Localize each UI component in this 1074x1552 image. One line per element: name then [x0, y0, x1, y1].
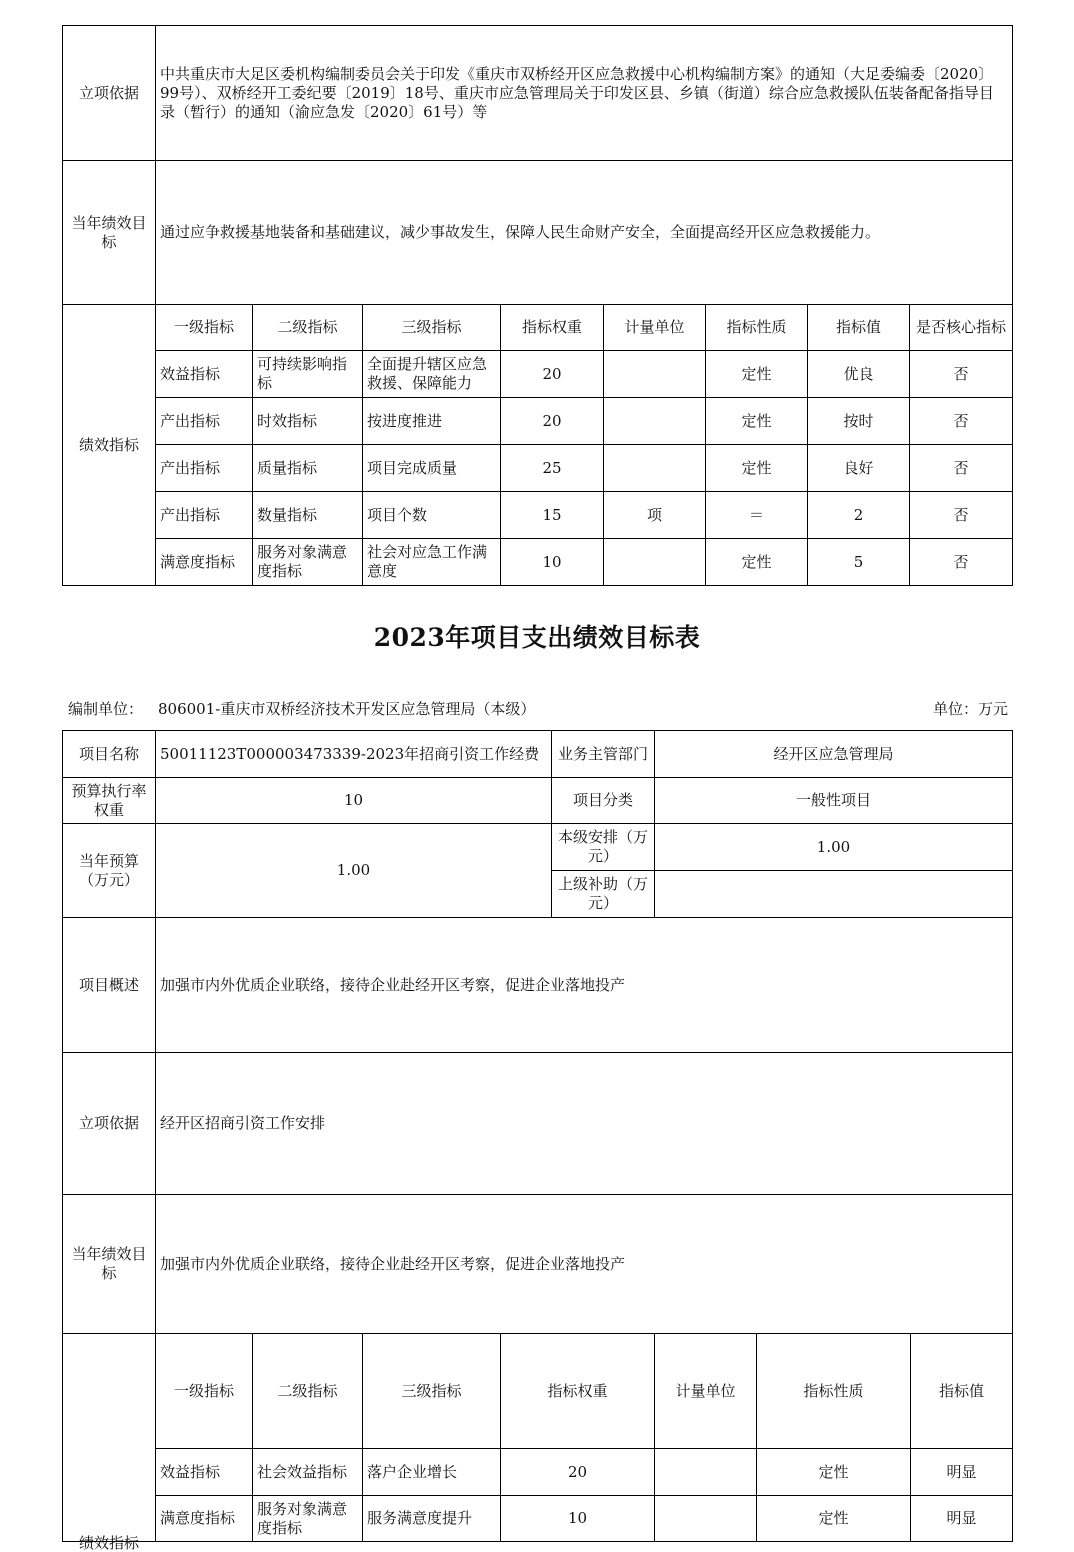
cell-unit — [655, 1449, 757, 1496]
header-level3: 三级指标 — [363, 1334, 501, 1449]
cell-value: 明显 — [911, 1496, 1013, 1542]
cell-unit: 项 — [604, 492, 706, 539]
cell-unit — [604, 398, 706, 445]
cell-unit — [655, 1496, 757, 1542]
cell-value: 按时 — [808, 398, 910, 445]
compiler-label: 编制单位： — [68, 700, 144, 718]
header-level1: 一级指标 — [156, 1334, 253, 1449]
indicators-label-text: 绩效指标 — [78, 1534, 139, 1552]
header-level2: 二级指标 — [253, 1334, 363, 1449]
header-value: 指标值 — [911, 1334, 1013, 1449]
cell-weight: 10 — [501, 539, 604, 586]
table-row — [63, 351, 1013, 398]
indicators-label: 绩效指标 — [63, 305, 156, 586]
cell-nature: 定性 — [757, 1449, 911, 1496]
local-label: 本级安排（万元） — [552, 824, 655, 871]
header-unit: 计量单位 — [604, 305, 706, 351]
rate-value: 10 — [156, 778, 552, 824]
local-value: 1.00 — [655, 824, 1013, 871]
indicators-label — [63, 1334, 156, 1552]
goal-label: 当年绩效目标 — [63, 161, 156, 305]
cell-weight: 20 — [501, 1449, 655, 1496]
header-level3: 三级指标 — [363, 305, 501, 351]
cell-l3: 项目个数 — [363, 492, 501, 539]
cell-unit — [604, 351, 706, 398]
project-name-label: 项目名称 — [63, 731, 156, 778]
cell-l3: 按进度推进 — [363, 398, 501, 445]
cell-l1: 效益指标 — [156, 351, 253, 398]
cell-l1: 满意度指标 — [156, 1496, 253, 1542]
cell-nature: 定性 — [706, 539, 808, 586]
table-row — [63, 492, 1013, 539]
cell-l1: 产出指标 — [156, 398, 253, 445]
cell-l1: 产出指标 — [156, 445, 253, 492]
cell-value: 5 — [808, 539, 910, 586]
cell-nature: 定性 — [706, 398, 808, 445]
cell-weight: 10 — [501, 1496, 655, 1542]
header-weight: 指标权重 — [501, 1334, 655, 1449]
cell-weight: 15 — [501, 492, 604, 539]
cell-value: 优良 — [808, 351, 910, 398]
cell-unit — [604, 445, 706, 492]
class-value: 一般性项目 — [655, 778, 1013, 824]
cell-l3: 社会对应急工作满意度 — [363, 539, 501, 586]
header-nature: 指标性质 — [706, 305, 808, 351]
cell-l3: 服务满意度提升 — [363, 1496, 501, 1542]
header-unit: 计量单位 — [655, 1334, 757, 1449]
cell-l3: 全面提升辖区应急救援、保障能力 — [363, 351, 501, 398]
unit-label: 单位：万元 — [932, 700, 1008, 718]
table-row — [63, 539, 1013, 586]
cell-core: 否 — [910, 492, 1013, 539]
header-level2: 二级指标 — [253, 305, 363, 351]
compiler-value: 806001-重庆市双桥经济技术开发区应急管理局（本级） — [158, 700, 536, 718]
table-row — [63, 1496, 1013, 1542]
cell-nature: 定性 — [757, 1496, 911, 1542]
dept-value: 经开区应急管理局 — [655, 731, 1013, 778]
goal-text: 通过应争救援基地装备和基础建议，减少事故发生，保障人民生命财产安全，全面提高经开区应急救援能力。 — [156, 161, 1013, 305]
cell-nature: 定性 — [706, 445, 808, 492]
budget-label: 当年预算（万元） — [63, 824, 156, 918]
cell-l3: 落户企业增长 — [363, 1449, 501, 1496]
table-row — [63, 445, 1013, 492]
basis-text: 经开区招商引资工作安排 — [156, 1053, 1013, 1195]
table-row — [63, 1449, 1013, 1496]
overview-text: 加强市内外优质企业联络，接待企业赴经开区考察，促进企业落地投产 — [156, 918, 1013, 1053]
goal-label: 当年绩效目标 — [63, 1195, 156, 1334]
cell-weight: 25 — [501, 445, 604, 492]
project1-table — [62, 25, 1013, 586]
cell-nature: ＝ — [706, 492, 808, 539]
cell-l2: 社会效益指标 — [253, 1449, 363, 1496]
overview-label: 项目概述 — [63, 918, 156, 1053]
cell-value: 2 — [808, 492, 910, 539]
rate-label: 预算执行率权重 — [63, 778, 156, 824]
basis-text: 中共重庆市大足区委机构编制委员会关于印发《重庆市双桥经开区应急救援中心机构编制方案》的通知（大足委编委〔2020〕99号）、双桥经开工委纪要〔2019〕18号、重庆市应急管理局关于印发区县、乡镇（街道）综合应急救援队伍装备配备指导目录（暂行）的通知（渝应急发〔2020〕61号）等 — [156, 26, 1013, 161]
cell-l2: 质量指标 — [253, 445, 363, 492]
class-label: 项目分类 — [552, 778, 655, 824]
page-title: 2023年项目支出绩效目标表 — [373, 623, 701, 652]
cell-l1: 效益指标 — [156, 1449, 253, 1496]
goal-text: 加强市内外优质企业联络，接待企业赴经开区考察，促进企业落地投产 — [156, 1195, 1013, 1334]
cell-weight: 20 — [501, 398, 604, 445]
upper-value — [655, 871, 1013, 918]
project-name-value: 50011123T000003473339-2023年招商引资工作经费 — [156, 731, 552, 778]
basis-label: 立项依据 — [63, 26, 156, 161]
header-nature: 指标性质 — [757, 1334, 911, 1449]
project2-table — [62, 730, 1013, 1552]
header-level1: 一级指标 — [156, 305, 253, 351]
cell-core: 否 — [910, 539, 1013, 586]
cell-l2: 可持续影响指标 — [253, 351, 363, 398]
dept-label: 业务主管部门 — [552, 731, 655, 778]
cell-core: 否 — [910, 445, 1013, 492]
header-core: 是否核心指标 — [910, 305, 1013, 351]
cell-l2: 时效指标 — [253, 398, 363, 445]
cell-l2: 服务对象满意度指标 — [253, 1496, 363, 1542]
cell-l2: 数量指标 — [253, 492, 363, 539]
cell-l1: 产出指标 — [156, 492, 253, 539]
header-value: 指标值 — [808, 305, 910, 351]
cell-l2: 服务对象满意度指标 — [253, 539, 363, 586]
basis-label: 立项依据 — [63, 1053, 156, 1195]
budget-value: 1.00 — [156, 824, 552, 918]
header-weight: 指标权重 — [501, 305, 604, 351]
cell-unit — [604, 539, 706, 586]
cell-value: 良好 — [808, 445, 910, 492]
cell-core: 否 — [910, 351, 1013, 398]
cell-nature: 定性 — [706, 351, 808, 398]
upper-label: 上级补助（万元） — [552, 871, 655, 918]
cell-value: 明显 — [911, 1449, 1013, 1496]
cell-weight: 20 — [501, 351, 604, 398]
cell-l1: 满意度指标 — [156, 539, 253, 586]
cell-core: 否 — [910, 398, 1013, 445]
table-row — [63, 398, 1013, 445]
cell-l3: 项目完成质量 — [363, 445, 501, 492]
